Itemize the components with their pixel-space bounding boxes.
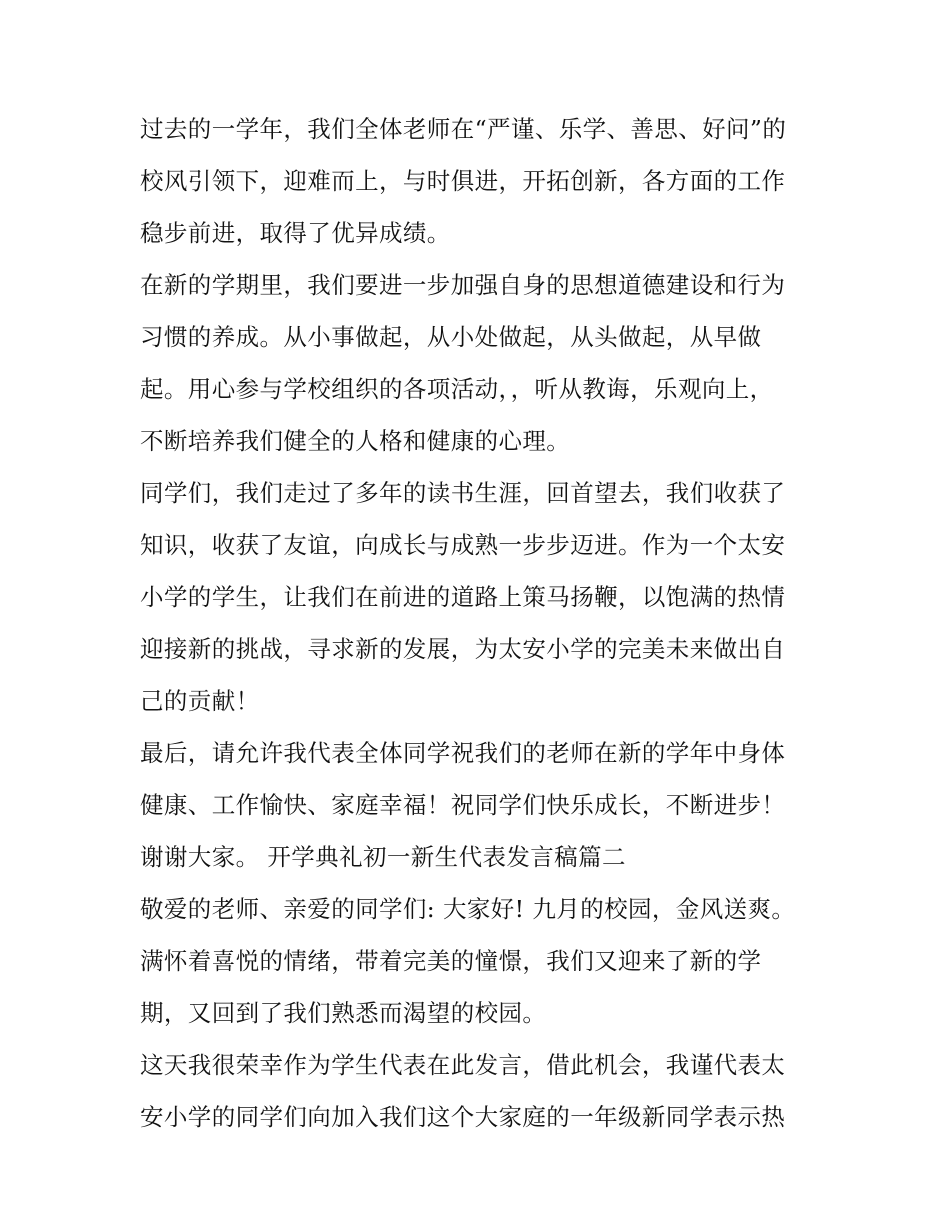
text-line: 安小学的同学们向加入我们这个大家庭的一年级新同学表示热 [140,1103,786,1131]
text-line: 在新的学期里，我们要进一步加强自身的思想道德建设和行为 [140,271,786,299]
text-line: 起。用心参与学校组织的各项活动，，听从教诲，乐观向上， [140,375,774,403]
text-line: 过去的一学年，我们全体老师在“严谨、乐学、善思、好问”的 [140,115,787,143]
text-line: 校风引领下，迎难而上，与时俱进，开拓创新，各方面的工作 [140,167,786,195]
text-line: 期，又回到了我们熟悉而渴望的校园。 [140,999,547,1027]
text-line: 同学们，我们走过了多年的读书生涯，回首望去，我们收获了 [140,479,786,507]
text-line: 敬爱的老师、亲爱的同学们: 大家好! 九月的校园，金风送爽。 [140,895,796,923]
text-line: 迎接新的挑战，寻求新的发展，为太安小学的完美未来做出自 [140,635,786,663]
text-line: 己的贡献！ [140,687,260,715]
text-line: 稳步前进，取得了优异成绩。 [140,219,451,247]
text-line: 不断培养我们健全的人格和健康的心理。 [140,427,571,455]
text-line: 小学的学生，让我们在前进的道路上策马扬鞭，以饱满的热情 [140,583,786,611]
text-line: 健康、工作愉快、家庭幸福！祝同学们快乐成长，不断进步！ [140,791,786,819]
text-line: 知识，收获了友谊，向成长与成熟一步步迈进。作为一个太安 [140,531,786,559]
text-line: 习惯的养成。从小事做起，从小处做起，从头做起，从早做 [140,323,762,351]
text-line: 谢谢大家。 开学典礼初一新生代表发言稿篇二 [140,843,626,871]
document-body [140,103,820,1143]
text-line: 满怀着喜悦的情绪，带着完美的憧憬，我们又迎来了新的学 [140,947,762,975]
text-line: 这天我很荣幸作为学生代表在此发言，借此机会，我谨代表太 [140,1051,786,1079]
text-line: 最后，请允许我代表全体同学祝我们的老师在新的学年中身体 [140,739,786,767]
